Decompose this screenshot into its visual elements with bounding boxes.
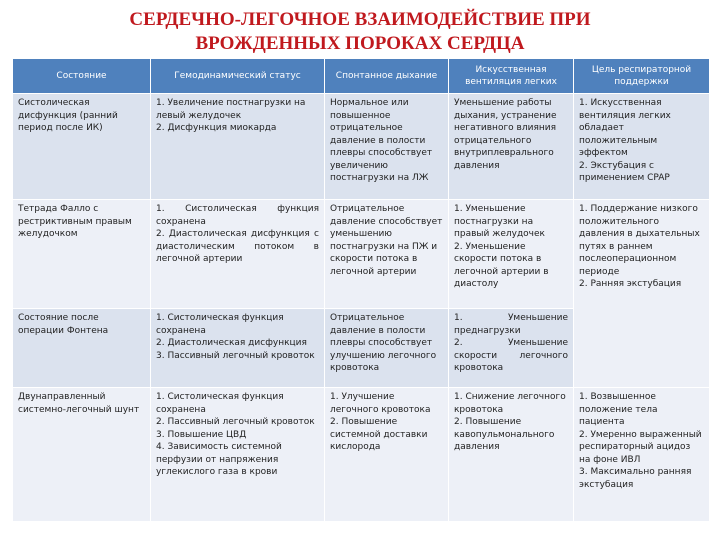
header-hemodynamic-status: Гемодинамический статус xyxy=(151,59,325,94)
cell-hemodynamic: 1. Систолическая функция сохранена 2. Диастолическая дисфункция с диастолическим потоком в легочной артерии xyxy=(151,200,325,309)
cell-ventilation: 1. Снижение легочного кровотока 2. Повышение кавопульмонального давления xyxy=(449,388,574,522)
cell-condition: Состояние после операции Фонтена xyxy=(13,309,151,388)
table-header-row xyxy=(13,59,710,94)
header-mechanical-ventilation: Искусственная вентиляция легких xyxy=(449,59,574,94)
header-respiratory-support-goal: Цель респираторной поддержки xyxy=(574,59,710,94)
cell-hemodynamic: 1. Систолическая функция сохранена 2. Диастолическая дисфункция 3. Пассивный легочный кровоток xyxy=(151,309,325,388)
cell-condition: Двунаправленный системно-легочный шунт xyxy=(13,388,151,522)
table-row xyxy=(13,388,710,522)
cell-hemodynamic: 1. Систолическая функция сохранена 2. Пассивный легочный кровоток 3. Повышение ЦВД 4. Зависимость системной перфузии от напряжения углекислого газа в крови xyxy=(151,388,325,522)
cell-condition: Систолическая дисфункция (ранний период после ИК) xyxy=(13,94,151,200)
cell-ventilation: Уменьшение работы дыхания, устранение негативного влияния отрицательного внутриплеврального давления xyxy=(449,94,574,200)
cell-goal: 1. Возвышенное положение тела пациента 2. Умеренно выраженный респираторный ацидоз на фоне ИВЛ 3. Максимально ранняя экстубация xyxy=(574,388,710,522)
cell-ventilation: 1. Уменьшение постнагрузки на правый желудочек 2. Уменьшение скорости потока в легочной артерии в диастолу xyxy=(449,200,574,309)
comparison-table xyxy=(12,58,710,522)
table-row xyxy=(13,200,710,309)
cell-goal-merged: 1. Поддержание низкого положительного давления в дыхательных путях в раннем послеоперационном периоде 2. Ранняя экстубация xyxy=(574,200,710,388)
cell-spontaneous: Отрицательное давление способствует уменьшению постнагрузки на ПЖ и скорости потока в легочной артерии xyxy=(325,200,449,309)
header-spontaneous-breathing: Спонтанное дыхание xyxy=(325,59,449,94)
header-condition: Состояние xyxy=(13,59,151,94)
cell-spontaneous: Отрицательное давление в полости плевры способствует улучшению легочного кровотока xyxy=(325,309,449,388)
cell-goal: 1. Искусственная вентиляция легких обладает положительным эффектом 2. Экстубация с применением CPAP xyxy=(574,94,710,200)
cell-condition: Тетрада Фалло с рестриктивным правым желудочком xyxy=(13,200,151,309)
page-title xyxy=(0,8,720,56)
cell-spontaneous: 1. Улучшение легочного кровотока 2. Повышение системной доставки кислорода xyxy=(325,388,449,522)
title-line-1: СЕРДЕЧНО-ЛЕГОЧНОЕ ВЗАИМОДЕЙСТВИЕ ПРИ xyxy=(129,9,591,30)
table-row xyxy=(13,94,710,200)
cell-hemodynamic: 1. Увеличение постнагрузки на левый желудочек 2. Дисфункция миокарда xyxy=(151,94,325,200)
cell-spontaneous: Нормальное или повышенное отрицательное давление в полости плевры способствует увеличению постнагрузки на ЛЖ xyxy=(325,94,449,200)
title-line-2: ВРОЖДЕННЫХ ПОРОКАХ СЕРДЦА xyxy=(195,33,525,54)
cell-ventilation: 1. Уменьшение преднагрузки 2. Уменьшение скорости легочного кровотока xyxy=(449,309,574,388)
